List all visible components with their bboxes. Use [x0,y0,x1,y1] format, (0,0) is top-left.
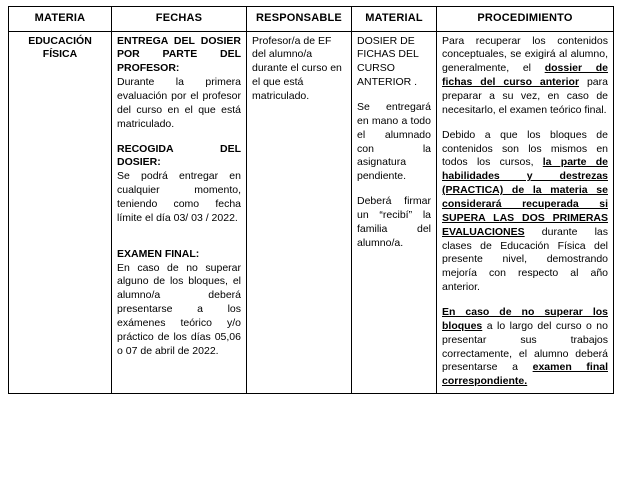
procedimiento-p1-part1: Para recuperar los contenidos conceptuales, se exigirá al alumno, generalmente, el [442,34,608,75]
fechas-entrega-text: Durante la primera evaluación por el profesor del curso en el que está matriculado. [117,76,241,130]
fechas-examen-text: En caso de no superar alguno de los bloques, el alumno/a deberá presentarse a los exámenes teórico y/o práctico de los días 05,06 o 07 de abril de 2022. [117,261,241,357]
procedimiento-p2-part1: Debido a que los bloques de contenidos son los mismos en todos los cursos, [442,128,608,169]
recovery-plan-table [8,6,614,394]
material-recibi-text: Deberá firmar un “recibí” la familia del alumno/a. [357,195,431,249]
cell-procedimiento [437,31,614,394]
procedimiento-p3-emphasis-2: examen final correspondiente. [442,361,608,388]
spacer [442,118,608,129]
cell-materia [9,31,112,394]
procedimiento-p2-emphasis: la parte de habilidades y destrezas (PRACTICA) de la materia se considerará recuperada si SUPERA LAS DOS PRIMERAS EVALUACIONES [442,156,608,238]
spacer [442,295,608,306]
fechas-recogida-text: Se podrá entregar en cualquier momento, teniendo como fecha límite el día 03/ 03 / 2022. [117,170,241,224]
column-header-material: MATERIAL [352,7,437,32]
spacer [357,184,431,195]
materia-line-1: EDUCACIÓN [28,34,92,47]
fechas-examen-title: EXAMEN FINAL: [117,247,200,260]
column-header-responsable: RESPONSABLE [247,7,352,32]
spacer [357,90,431,101]
table-row [9,31,614,394]
procedimiento-paragraph-1 [442,35,608,118]
spacer [117,226,241,237]
column-header-materia: MATERIA [9,7,112,32]
responsable-text: Profesor/a de EF del alumno/a durante el curso en el que está matriculado. [252,34,342,102]
cell-material [352,31,437,394]
procedimiento-p1-part2: para preparar a su vez, en caso de necesitarlo, el examen teórico final. [442,76,608,116]
spacer [117,132,241,143]
material-dosier-text: DOSIER DE FICHAS DEL CURSO ANTERIOR . [357,34,419,89]
procedimiento-paragraph-2 [442,129,608,295]
procedimiento-p1-emphasis: dossier de fichas del curso anterior [442,62,608,89]
column-header-procedimiento: PROCEDIMIENTO [437,7,614,32]
cell-fechas [112,31,247,394]
cell-responsable [247,31,352,394]
column-header-fechas: FECHAS [112,7,247,32]
spacer [117,237,241,248]
material-entrega-text: Se entregará en mano a todo el alumnado con la asignatura pendiente. [357,100,431,183]
materia-line-2: FÍSICA [42,48,78,61]
procedimiento-p3-part1: a lo largo del curso o no presentar sus trabajos correctamente, el alumno deberá presentarse a [442,319,608,374]
fechas-recogida-title: RECOGIDA DEL DOSIER: [117,142,241,169]
procedimiento-p3-emphasis-1: En caso de no superar los bloques [442,305,608,332]
procedimiento-paragraph-3 [442,306,608,389]
fechas-entrega-title: ENTREGA DEL DOSIER POR PARTE DEL PROFESOR: [117,34,241,75]
procedimiento-p2-part2: durante las clases de Educación Física del presente nivel, demostrando mejoría con respecto al año anterior. [442,225,608,294]
table-header-row [9,7,614,32]
